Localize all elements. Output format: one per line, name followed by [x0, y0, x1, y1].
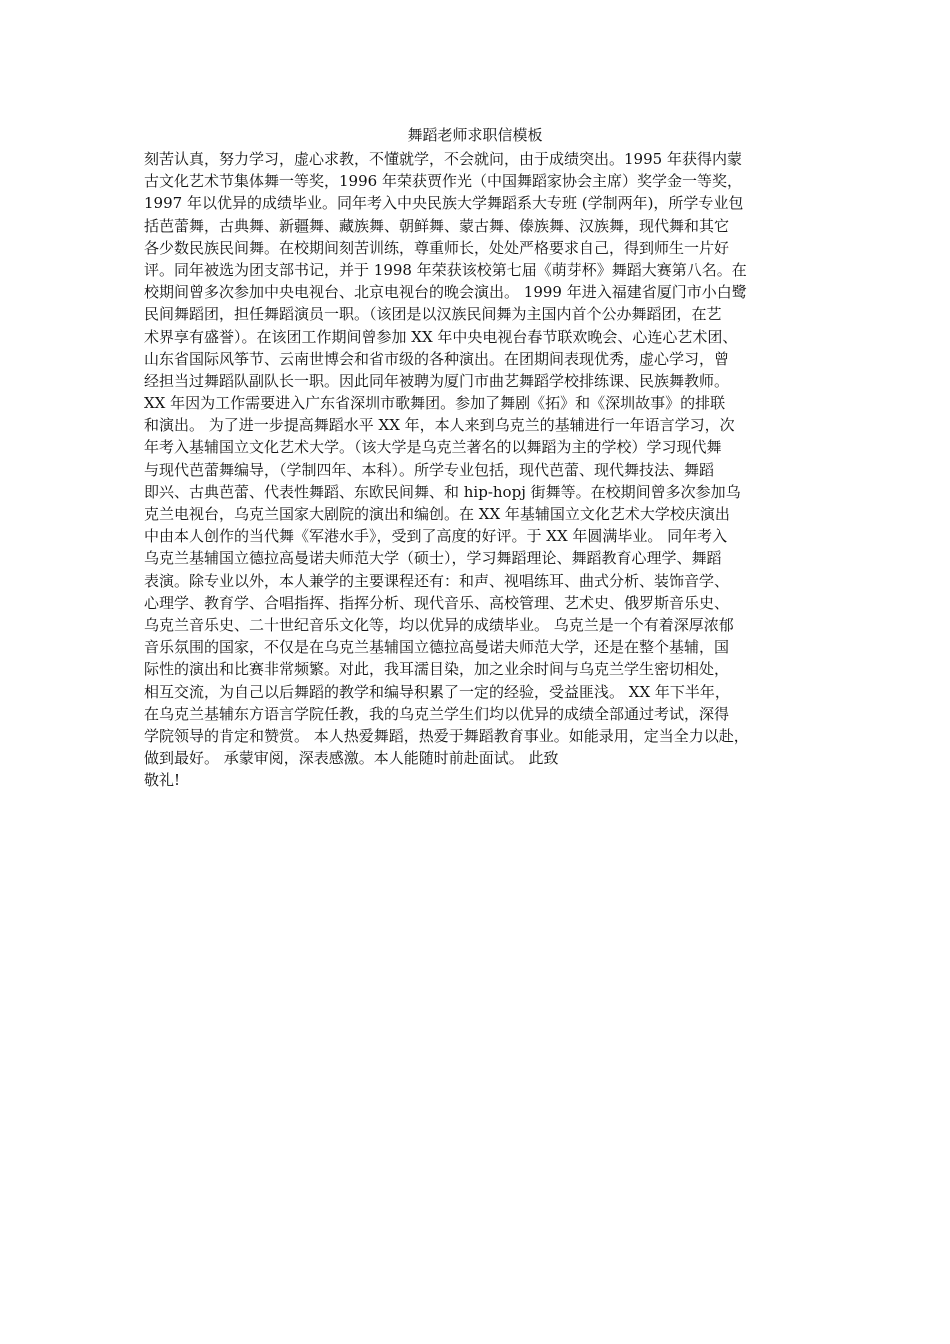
body-line: 克兰电视台，乌克兰国家大剧院的演出和编创。在 XX 年基辅国立文化艺术大学校庆演出 [144, 505, 730, 523]
body-line: 1997 年以优异的成绩毕业。同年考入中央民族大学舞蹈系大专班 (学制两年)，所学专业包 [144, 194, 744, 213]
body-line: 际性的演出和比赛非常频繁。对此，我耳濡目染，加之业余时间与乌克兰学生密切相处， [144, 660, 730, 679]
body-line: 学院领导的肯定和赞赏。 本人热爱舞蹈，热爱于舞蹈教育事业。如能录用，定当全力以赴， [144, 726, 749, 745]
body-line: 敬礼! [144, 771, 181, 790]
document-title: 舞蹈老师求职信模板 [407, 126, 543, 144]
body-line: 表演。除专业以外，本人兼学的主要课程还有：和声、视唱练耳、曲式分析、装饰音学、 [144, 571, 730, 590]
letter-body [144, 148, 824, 791]
body-line: 相互交流，为自己以后舞蹈的教学和编导积累了一定的经验，受益匪浅。 XX 年下半年， [144, 682, 730, 701]
body-line: 中由本人创作的当代舞《军港水手》，受到了高度的好评。于 XX 年圆满毕业。 同年考入 [144, 527, 728, 546]
body-line: 校期间曾多次参加中央电视台、北京电视台的晚会演出。 1999 年进入福建省厦门市小白鹭 [144, 283, 747, 302]
body-line: 括芭蕾舞，古典舞、新疆舞、藏族舞、朝鲜舞、蒙古舞、傣族舞、汉族舞，现代舞和其它 [144, 216, 730, 235]
body-line: 各少数民族民间舞。在校期间刻苦训练，尊重师长，处处严格要求自己，得到师生一片好 [144, 238, 730, 257]
body-line: 乌克兰音乐史、二十世纪音乐文化等，均以优异的成绩毕业。 乌克兰是一个有着深厚浓郁 [144, 615, 734, 634]
body-line: 心理学、教育学、合唱指挥、指挥分析、现代音乐、高校管理、艺术史、俄罗斯音乐史、 [144, 593, 730, 612]
body-line: 做到最好。 承蒙审阅，深表感激。本人能随时前赴面试。 此致 [144, 749, 559, 768]
body-line: 古文化艺术节集体舞一等奖，1996 年荣获贾作光（中国舞蹈家协会主席）奖学金一等奖， [144, 172, 742, 191]
body-line: 经担当过舞蹈队副队长一职。因此同年被聘为厦门市曲艺舞蹈学校排练课、民族舞教师。 [144, 371, 730, 390]
body-line: 刻苦认真，努力学习，虚心求教，不懂就学，不会就问，由于成绩突出。1995 年获得内蒙 [144, 150, 742, 168]
body-line: 年考入基辅国立文化艺术大学。（该大学是乌克兰著名的以舞蹈为主的学校）学习现代舞 [144, 438, 722, 457]
body-line: 乌克兰基辅国立德拉高曼诺夫师范大学（硕士），学习舞蹈理论、舞蹈教育心理学、舞蹈 [144, 549, 722, 568]
body-line: 民间舞蹈团，担任舞蹈演员一职。（该团是以汉族民间舞为主国内首个公办舞蹈团，在艺 [144, 305, 722, 324]
body-line: 术界享有盛誉）。在该团工作期间曾参加 XX 年中央电视台春节联欢晚会、心连心艺术团、 [144, 327, 738, 346]
body-line: XX 年因为工作需要进入广东省深圳市歌舞团。参加了舞剧《拓》和《深圳故事》的排联 [144, 394, 726, 413]
body-line: 评。同年被选为团支部书记，并于 1998 年荣获该校第七届《萌芽杯》舞蹈大赛第八名。在 [144, 260, 747, 279]
body-line: 和演出。 为了进一步提高舞蹈水平 XX 年，本人来到乌克兰的基辅进行一年语言学习，次 [144, 416, 735, 435]
body-line: 与现代芭蕾舞编导，（学制四年、本科）。所学专业包括，现代芭蕾、现代舞技法、舞蹈 [144, 460, 715, 479]
body-line: 即兴、古典芭蕾、代表性舞蹈、东欧民间舞、和 hip-hopj 街舞等。在校期间曾多次参加乌 [144, 482, 741, 501]
body-line: 在乌克兰基辅东方语言学院任教，我的乌克兰学生们均以优异的成绩全部通过考试，深得 [144, 704, 730, 723]
body-line: 音乐氛围的国家，不仅是在乌克兰基辅国立德拉高曼诺夫师范大学，还是在整个基辅，国 [144, 638, 730, 657]
body-line: 山东省国际风筝节、云南世博会和省市级的各种演出。在团期间表现优秀，虚心学习，曾 [144, 349, 730, 368]
